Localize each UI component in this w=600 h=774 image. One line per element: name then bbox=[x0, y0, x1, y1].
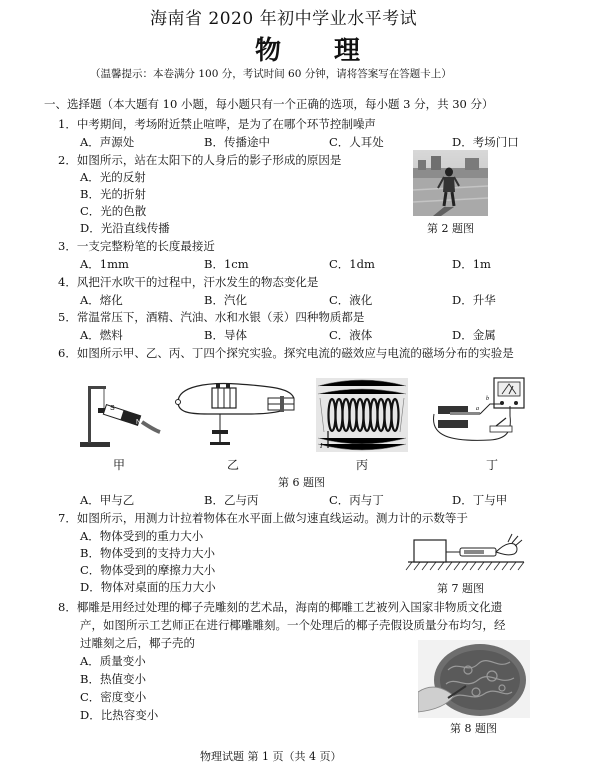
q5-option-c: C．液体 bbox=[329, 328, 373, 342]
q8-caption: 第 8 题图 bbox=[450, 722, 497, 735]
q3-stem: 3．一支完整粉笔的长度最接近 bbox=[58, 239, 215, 253]
q1-stem: 1．中考期间，考场附近禁止喧哗，是为了在哪个环节控制噪声 bbox=[58, 117, 376, 131]
q6-option-b: B．乙与丙 bbox=[204, 493, 259, 507]
q1-option-b: B．传播途中 bbox=[204, 135, 270, 149]
q8-stem-line3: 过雕刻之后，椰子壳的 bbox=[80, 636, 195, 650]
q3-option-b: B．1cm bbox=[204, 257, 249, 271]
q7-spring-scale-diagram bbox=[404, 528, 526, 576]
q8-stem-line1: 8．椰雕是用经过处理的椰子壳雕刻的艺术品，海南的椰雕工艺被列入国家非物质文化遗 bbox=[58, 600, 503, 614]
q4-option-b: B．汽化 bbox=[204, 293, 247, 307]
fig6-jia-n-label: N bbox=[136, 419, 142, 426]
fig6-jia-s-label: S bbox=[110, 405, 115, 412]
q2-option-c: C．光的色散 bbox=[80, 204, 147, 218]
fig6-jia-diagram bbox=[76, 380, 164, 450]
q2-caption: 第 2 题图 bbox=[427, 222, 474, 235]
q2-option-b: B．光的折射 bbox=[80, 187, 146, 201]
q7-stem: 7．如图所示，用测力计拉着物体在水平面上做匀速直线运动。测力计的示数等于 bbox=[58, 511, 468, 525]
q7-option-d: D．物体对桌面的压力大小 bbox=[80, 580, 216, 594]
fig6-bing-diagram bbox=[316, 378, 408, 452]
q7-option-c: C．物体受到的摩擦力大小 bbox=[80, 563, 216, 577]
q7-option-b: B．物体受到的支持力大小 bbox=[80, 546, 215, 560]
q8-stem-line2: 产，如图所示工艺师正在进行椰雕雕刻。一个处理后的椰子壳假设质量分布均匀，经 bbox=[80, 618, 506, 632]
q7-caption: 第 7 题图 bbox=[437, 582, 484, 595]
q4-option-c: C．液化 bbox=[329, 293, 373, 307]
fig6-ding-diagram bbox=[430, 376, 530, 448]
q8-coconut-carving-photo bbox=[418, 640, 530, 718]
q6-caption: 第 6 题图 bbox=[278, 476, 325, 489]
q6-option-a: A．甲与乙 bbox=[80, 493, 135, 507]
q2-shadow-photo bbox=[413, 150, 488, 216]
q8-option-b: B．热值变小 bbox=[80, 672, 146, 686]
q6-option-c: C．丙与丁 bbox=[329, 493, 384, 507]
q8-option-c: C．密度变小 bbox=[80, 690, 147, 704]
subject-title: 物 理 bbox=[255, 36, 383, 66]
q4-stem: 4．风把汗水吹干的过程中，汗水发生的物态变化是 bbox=[58, 275, 319, 289]
q6-stem: 6．如图所示甲、乙、丙、丁四个探究实验。探究电流的磁效应与电流的磁场分布的实验是 bbox=[58, 346, 514, 360]
fig6-label-ding: 丁 bbox=[486, 458, 499, 472]
q2-option-a: A．光的反射 bbox=[80, 170, 146, 184]
q8-option-d: D．比热容变小 bbox=[80, 708, 159, 722]
q2-option-d: D．光沿直线传播 bbox=[80, 221, 170, 235]
q1-option-a: A．声源处 bbox=[80, 135, 135, 149]
fig6-label-bing: 丙 bbox=[356, 458, 369, 472]
q4-option-a: A．熔化 bbox=[80, 293, 123, 307]
svg-text:a: a bbox=[476, 406, 479, 412]
q8-option-a: A．质量变小 bbox=[80, 654, 146, 668]
q1-option-d: D．考场门口 bbox=[452, 135, 519, 149]
fig6-yi-diagram bbox=[168, 378, 308, 448]
q5-option-a: A．燃料 bbox=[80, 328, 123, 342]
q2-stem: 2．如图所示，站在太阳下的人身后的影子形成的原因是 bbox=[58, 153, 342, 167]
page-footer: 物理试题 第 1 页（共 4 页） bbox=[200, 750, 342, 763]
q3-option-c: C．1dm bbox=[329, 257, 375, 271]
q1-option-c: C．人耳处 bbox=[329, 135, 384, 149]
q5-option-b: B．导体 bbox=[204, 328, 247, 342]
exam-tip: （温馨提示：本卷满分 100 分，考试时间 60 分钟，请将答案写在答题卡上） bbox=[90, 68, 452, 80]
fig6-label-yi: 乙 bbox=[227, 458, 240, 472]
q7-option-a: A．物体受到的重力大小 bbox=[80, 529, 204, 543]
q6-option-d: D．丁与甲 bbox=[452, 493, 508, 507]
q3-option-a: A．1mm bbox=[80, 257, 129, 271]
fig6-bing-i-label: I bbox=[320, 442, 323, 450]
svg-text:b: b bbox=[486, 396, 489, 402]
q3-option-d: D．1m bbox=[452, 257, 491, 271]
section-heading: 一、选择题（本大题有 10 小题，每小题只有一个正确的选项，每小题 3 分，共 30 分） bbox=[44, 97, 494, 111]
q4-option-d: D．升华 bbox=[452, 293, 496, 307]
exam-title: 海南省 2020 年初中学业水平考试 bbox=[150, 9, 418, 29]
fig6-label-jia: 甲 bbox=[113, 458, 126, 472]
q5-stem: 5．常温常压下，酒精、汽油、水和水银（汞）四种物质都是 bbox=[58, 310, 365, 324]
q5-option-d: D．金属 bbox=[452, 328, 496, 342]
